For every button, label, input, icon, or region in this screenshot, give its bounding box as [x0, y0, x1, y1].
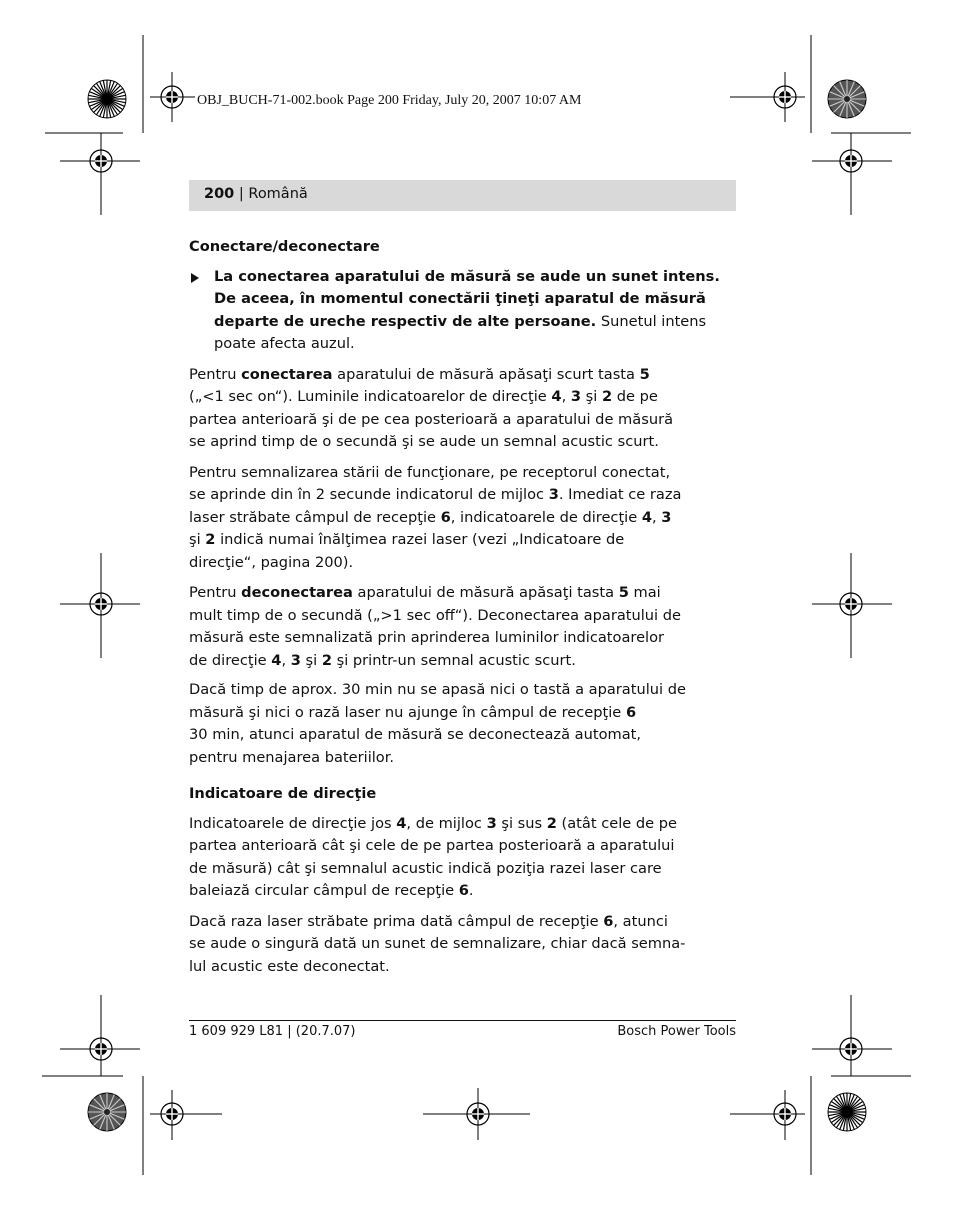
- header-separator: |: [234, 186, 249, 202]
- paragraph-first-pass-signal: Dacă raza laser străbate prima dată câmpul de recepţie 6, atunci se aude o singură dată un sunet de semnalizare, chiar dacă semna- lul acustic este deconectat.: [189, 912, 686, 975]
- page-content: [189, 236, 736, 978]
- page-number: 200: [204, 186, 235, 202]
- paragraph-direction-indicators: Indicatoarele de direcţie jos 4, de mijloc 3 şi sus 2 (atât cele de pe partea anterioară cât şi cele de pe partea posterioară a aparatului de măsură) cât şi semnalul acustic indică poziţia razei laser care baleiază circular câmpul de recepţie 6.: [189, 814, 678, 899]
- section-title-on-off: Conectare/deconectare: [189, 238, 380, 255]
- paragraph-switch-off: Pentru deconectarea aparatului de măsură apăsaţi tasta 5 mai mult timp de o secundă („>1 sec off“). Deconectarea aparatului de măsură este semnalizată prin aprinderea luminilor indicatoarelor de direcţie 4, 3 şi 2 şi printr-un semnal acustic scurt.: [189, 584, 681, 669]
- warning-line-2: De aceea, în momentul conectării ţineţi aparatul de măsură: [214, 290, 706, 307]
- warning-line-1: La conectarea aparatului de măsură se aude un sunet intens.: [214, 267, 720, 285]
- warning-bullet: [189, 266, 736, 356]
- page-header: [189, 180, 736, 211]
- footer-brand: Bosch Power Tools: [617, 1024, 736, 1039]
- footer-divider: [189, 1020, 736, 1021]
- paragraph-auto-off: Dacă timp de aprox. 30 min nu se apasă nici o tastă a aparatului de măsură şi nici o rază laser nu ajunge în câmpul de recepţie 6 30 min, atunci aparatul de măsură se deconectează automat, pentru menajarea bateriilor.: [189, 681, 686, 766]
- paragraph-switch-on: Pentru conectarea aparatului de măsură apăsaţi scurt tasta 5 („<1 sec on“). Luminile indicatoarelor de direcţie 4, 3 şi 2 de pe partea anterioară şi de pe cea posterioară a aparatului de măsură se aprind timp de o secundă şi se aude un semnal acustic scurt.: [189, 365, 674, 450]
- section-title-direction-indicators: Indicatoare de direcţie: [189, 785, 377, 802]
- book-file-info: OBJ_BUCH-71-002.book Page 200 Friday, July 20, 2007 10:07 AM: [197, 93, 582, 108]
- warning-line-4: poate afecta auzul.: [214, 335, 355, 352]
- warning-line-3: departe de ureche respectiv de alte persoane.: [214, 312, 597, 330]
- paragraph-operating-status: Pentru semnalizarea stării de funcţionare, pe receptorul conectat, se aprinde din în 2 secunde indicatorul de mijloc 3. Imediat ce raza laser străbate câmpul de recepţie 6, indicatoarele de direcţie 4, 3 şi 2 indică numai înălţimea razei laser (vezi „Indicatoare de direcţie“, pagina 200).: [189, 463, 682, 571]
- header-language: Română: [248, 186, 308, 202]
- bullet-arrow-icon: [191, 273, 199, 283]
- warning-line-3-tail: Sunetul intens: [596, 312, 707, 330]
- footer-document-number: 1 609 929 L81 | (20.7.07): [189, 1024, 356, 1039]
